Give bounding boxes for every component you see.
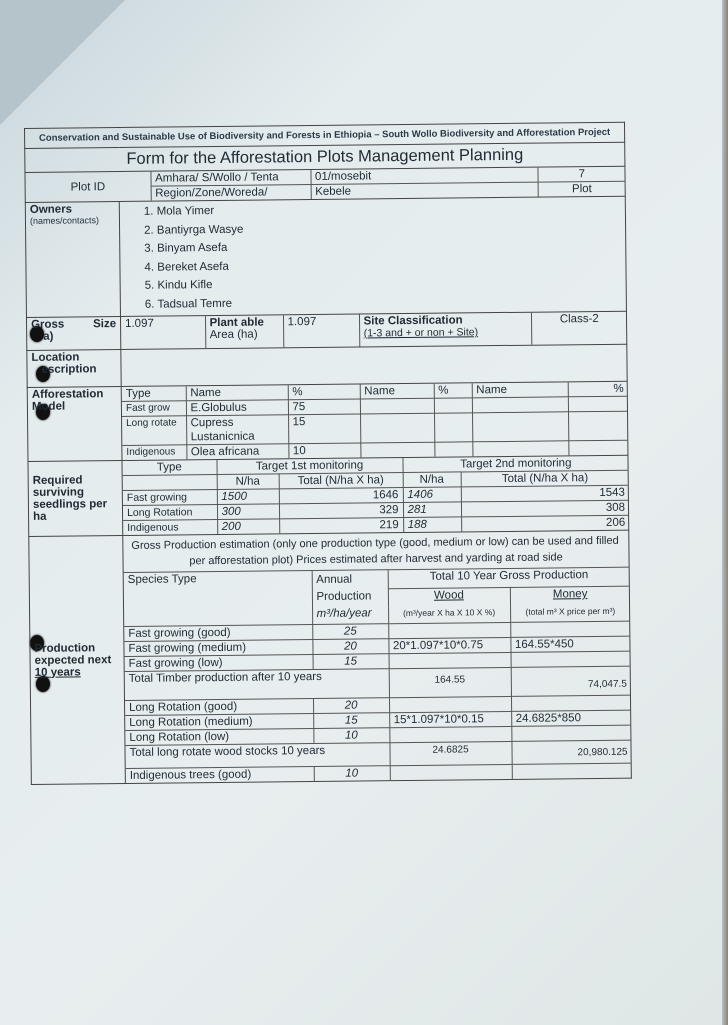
afforestation-label: Afforestation bbox=[31, 388, 104, 401]
seedlings-row-t2: 308 bbox=[461, 500, 629, 517]
seedlings-row-t1: 219 bbox=[279, 518, 403, 534]
model-header-type: Type bbox=[122, 386, 186, 401]
production-row-species: Total long rotate wood stocks 10 years bbox=[125, 743, 389, 769]
production-row-species: Long Rotation (medium) bbox=[125, 714, 313, 731]
location-value bbox=[121, 344, 627, 386]
production-row-money bbox=[511, 695, 631, 711]
production-row-wood bbox=[390, 764, 512, 780]
seedlings-row-type: Fast growing bbox=[123, 490, 217, 506]
page-edge bbox=[722, 0, 728, 1025]
production-row-wood bbox=[389, 726, 511, 742]
model-row-name: Lustanicnica bbox=[186, 429, 288, 445]
production-row-wood: 15*1.097*10*0.15 bbox=[389, 711, 511, 727]
form-document bbox=[24, 122, 631, 785]
model-row-pct: 75 bbox=[288, 399, 360, 415]
size-unit: a) bbox=[43, 330, 54, 343]
production-row-wood bbox=[389, 652, 511, 668]
production-row-annual: 15 bbox=[313, 713, 389, 729]
production-row-species: Fast growing (low) bbox=[125, 655, 313, 672]
gross-label: Gross bbox=[30, 318, 65, 331]
seedlings-row-t2: 206 bbox=[461, 515, 629, 531]
owner-item: 4. Bereket Asefa bbox=[144, 260, 229, 274]
wood-sub-header: (m³/year X ha X 10 X %) bbox=[388, 606, 510, 623]
production-row-money bbox=[511, 725, 631, 741]
model-row-name: Cupress bbox=[186, 415, 288, 431]
production-row-wood: 164.55 bbox=[389, 667, 511, 697]
production-row-species: Fast growing (good) bbox=[124, 625, 312, 642]
production-row-money bbox=[512, 763, 632, 779]
size-table bbox=[121, 312, 627, 349]
production-row-species: Indigenous trees (good) bbox=[126, 767, 314, 783]
seedlings-label-2: surviving bbox=[32, 486, 85, 499]
size-label: Size bbox=[92, 318, 117, 331]
species-type-header: Species Type bbox=[124, 571, 313, 627]
annual-header-3: m³/ha/year bbox=[316, 607, 372, 620]
owner-item: 1. Mola Yimer bbox=[143, 205, 215, 218]
seedlings-row-n2: 1406 bbox=[403, 487, 461, 503]
model-header-pct-3: % bbox=[568, 382, 628, 397]
form-table bbox=[24, 122, 632, 785]
folded-corner bbox=[0, 0, 125, 125]
production-row-annual: 20 bbox=[312, 639, 388, 655]
production-row-annual: 25 bbox=[312, 624, 388, 640]
model-row-name: Olea africana bbox=[186, 444, 288, 460]
annual-header-2: Production bbox=[316, 590, 372, 603]
seedlings-row-n2: 188 bbox=[403, 517, 461, 532]
owner-item: 5. Kindu Kifle bbox=[144, 279, 213, 293]
model-row-type: Indigenous bbox=[122, 445, 186, 460]
owner-item: 2. Bantiyrga Wasye bbox=[144, 223, 244, 237]
seedlings-label: Required bbox=[32, 474, 83, 487]
production-row-money: 20,980.125 bbox=[511, 740, 631, 764]
owners-list bbox=[144, 198, 622, 315]
production-label-2: expected next bbox=[34, 653, 112, 667]
region-value: Amhara/ S/Wollo / Tenta bbox=[150, 170, 310, 186]
production-label: Production bbox=[34, 641, 96, 655]
location-label: Location bbox=[31, 351, 80, 364]
production-row-annual: 10 bbox=[314, 766, 390, 781]
model-table bbox=[122, 382, 628, 460]
total-production-header: Total 10 Year Gross Production bbox=[388, 567, 630, 589]
model-row-type: Fast grow bbox=[122, 401, 186, 417]
model-row-name: E.Globulus bbox=[186, 400, 288, 416]
production-row-wood: 20*1.097*10*0.75 bbox=[388, 637, 510, 653]
total-header-2: Total (N/ha X ha) bbox=[461, 470, 629, 487]
seedlings-row-type: Indigenous bbox=[123, 519, 217, 534]
site-class-sub: (1-3 and + or non + Site) bbox=[363, 326, 479, 340]
production-row-wood bbox=[388, 622, 510, 638]
region-label: Region/Zone/Woreda/ bbox=[151, 185, 311, 201]
wood-header: Wood bbox=[388, 588, 510, 608]
production-row-species: Long Rotation (good) bbox=[125, 699, 313, 716]
seedlings-row-t2: 1543 bbox=[461, 485, 629, 502]
gross-value: 1.097 bbox=[121, 316, 205, 349]
production-row-annual: 10 bbox=[313, 728, 389, 744]
owner-item: 3. Binyam Asefa bbox=[144, 242, 228, 255]
model-header-name-2: Name bbox=[360, 384, 434, 399]
seedlings-type-header: Type bbox=[122, 460, 216, 475]
model-label: Model bbox=[31, 400, 66, 413]
form-title: Form for the Afforestation Plots Management Planning bbox=[25, 142, 625, 172]
production-row-money: 164.55*450 bbox=[510, 636, 630, 652]
production-row-species: Long Rotation (low) bbox=[125, 729, 313, 746]
production-row-money bbox=[511, 651, 631, 667]
owners-sublabel: (names/contacts) bbox=[29, 215, 100, 226]
seedlings-row-t1: 329 bbox=[279, 503, 403, 519]
production-row-annual: 20 bbox=[313, 698, 389, 714]
plot-id-label: Plot ID bbox=[25, 172, 150, 202]
production-row-species: Total Timber production after 10 years bbox=[125, 669, 389, 701]
site-class-value: Class-2 bbox=[559, 312, 599, 326]
production-table bbox=[124, 567, 632, 783]
model-header-pct-2: % bbox=[434, 383, 472, 398]
target-1-header: Target 1st monitoring bbox=[216, 458, 402, 474]
annual-header: Annual bbox=[316, 573, 353, 586]
total-header: Total (N/ha X ha) bbox=[279, 473, 403, 489]
production-row-species: Fast growing (medium) bbox=[124, 640, 312, 657]
kebele-value: 01/mosebit bbox=[310, 168, 537, 185]
seedlings-row-n1: 200 bbox=[217, 519, 279, 534]
model-row-pct: 10 bbox=[288, 443, 360, 458]
plantable-value: 1.097 bbox=[283, 315, 359, 348]
production-note-line: Gross Production estimation (only one production type (good, medium or low) can be used and filled bbox=[131, 534, 619, 552]
location-label-2: escription bbox=[41, 363, 97, 376]
production-row-money: 24.6825*850 bbox=[511, 710, 631, 726]
plot-value: 7 bbox=[537, 167, 625, 182]
seedlings-table bbox=[122, 456, 628, 535]
seedlings-row-n2: 281 bbox=[403, 502, 461, 518]
model-row-pct: 15 bbox=[288, 414, 360, 429]
owner-item: 6. Tadsual Temre bbox=[144, 297, 233, 311]
plot-label: Plot bbox=[538, 181, 626, 196]
seedlings-row-n1: 1500 bbox=[217, 489, 279, 505]
money-header: Money bbox=[510, 586, 630, 606]
area-label: Area (ha) bbox=[209, 328, 258, 342]
model-row-type: Long rotate bbox=[122, 416, 186, 431]
site-class-label: Site Classification bbox=[363, 314, 463, 328]
production-note-line-2: per afforestation plot) Prices estimated after harvest and yarding at road side bbox=[189, 551, 563, 568]
seedlings-row-n1: 300 bbox=[217, 504, 279, 520]
model-header-name: Name bbox=[186, 385, 288, 401]
production-row-annual: 15 bbox=[313, 654, 389, 670]
production-row-money bbox=[510, 621, 630, 637]
production-row-wood bbox=[389, 696, 511, 712]
project-header: Conservation and Sustainable Use of Biodiversity and Forests in Ethiopia – South Wollo Biodiversity and Afforestation Project bbox=[25, 122, 625, 148]
owners-label: Owners bbox=[29, 203, 73, 216]
nha-header-2: N/ha bbox=[403, 472, 461, 488]
seedlings-row-type: Long Rotation bbox=[123, 505, 217, 521]
seedlings-row-t1: 1646 bbox=[279, 488, 403, 504]
nha-header: N/ha bbox=[217, 474, 279, 490]
model-header-name-3: Name bbox=[472, 382, 568, 398]
model-header-pct: % bbox=[288, 384, 360, 399]
seedlings-label-3: seedlings per bbox=[32, 498, 108, 511]
production-row-wood: 24.6825 bbox=[389, 741, 511, 765]
seedlings-label-4: ha bbox=[33, 510, 47, 523]
kebele-label: Kebele bbox=[311, 182, 538, 199]
production-note bbox=[123, 531, 628, 572]
target-2-header: Target 2nd monitoring bbox=[402, 456, 628, 473]
plantable-label: Plant able bbox=[209, 316, 264, 330]
production-label-3: 10 years bbox=[34, 665, 81, 679]
production-row-money: 74,047.5 bbox=[511, 666, 631, 696]
money-sub-header: (total m³ X price per m³) bbox=[510, 605, 630, 622]
